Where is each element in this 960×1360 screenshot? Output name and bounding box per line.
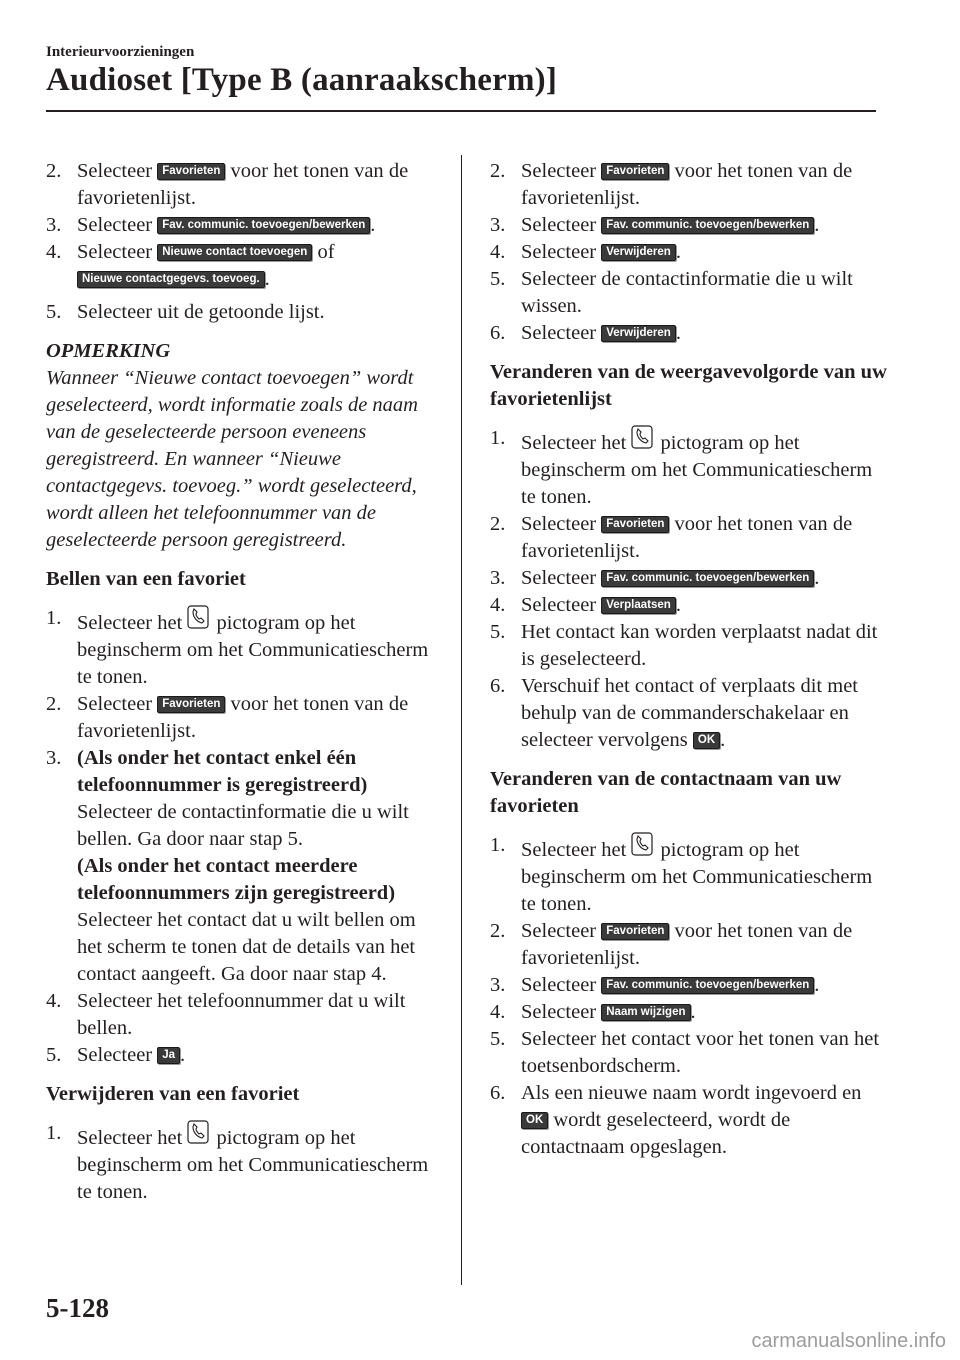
step-text: de favorietenlijst.	[521, 920, 853, 969]
step-text: voor het tonen van	[230, 160, 384, 182]
step-text: Verschuif het contact of verplaats dit met behulp van de commanderschakelaar en selecteer vervolgens	[521, 675, 858, 751]
step-text: .	[690, 1001, 696, 1023]
section-label: Interieurvoorzieningen	[46, 44, 195, 60]
step-number: 3.	[490, 567, 506, 589]
step-text: Communicatiescherm te tonen.	[521, 866, 873, 915]
step-text: Selecteer	[521, 974, 597, 996]
step-number: 4.	[490, 594, 506, 616]
fav-communic-button[interactable]: Fav. communic. toevoegen/bewerken	[601, 977, 814, 994]
phone-icon[interactable]	[187, 605, 209, 629]
fav-communic-button[interactable]: Fav. communic. toevoegen/bewerken	[601, 570, 814, 587]
step-number: 5.	[490, 621, 506, 643]
step-text: voor het tonen van	[674, 920, 828, 942]
step-text: .	[180, 1044, 186, 1066]
add-step-4	[46, 239, 441, 293]
step-text: .	[370, 214, 376, 236]
favorieten-button[interactable]: Favorieten	[157, 163, 225, 180]
step-text: voor het tonen van	[674, 513, 828, 535]
step-text: de favorietenlijst.	[77, 693, 409, 742]
call-step-1	[46, 605, 441, 691]
step-text: Als een nieuwe naam wordt ingevoerd	[521, 1082, 837, 1104]
step-text: beginscherm om het	[77, 639, 244, 661]
heading-change-order: Veranderen van de weergavevolgorde van uw favorietenlijst	[490, 361, 887, 410]
step-text: Selecteer	[77, 241, 153, 263]
call-step-2	[46, 691, 441, 745]
step-number: 3.	[46, 214, 62, 236]
step-text: beginscherm om het	[521, 866, 688, 888]
step-text: Selecteer het	[521, 432, 627, 454]
favorieten-button[interactable]: Favorieten	[601, 923, 669, 940]
favorieten-button[interactable]: Favorieten	[601, 163, 669, 180]
step-number: 5.	[490, 268, 506, 290]
call-step-5	[46, 1042, 441, 1069]
step-number: 1.	[46, 1122, 62, 1144]
step-text: de favorietenlijst.	[521, 513, 853, 562]
note-title: OPMERKING	[46, 340, 171, 362]
step-text: .	[675, 322, 681, 344]
phone-icon[interactable]	[631, 832, 653, 856]
step-number: 1.	[490, 834, 506, 856]
rename-step-1	[490, 832, 890, 918]
step-number: 3.	[46, 747, 62, 769]
step-text: beginscherm om het	[77, 1154, 244, 1176]
delete-step-3	[490, 212, 890, 239]
nieuwe-contactgegevs-button[interactable]: Nieuwe contactgegevs. toevoeg.	[77, 271, 265, 288]
left-column	[46, 158, 441, 1206]
step-text: Selecteer	[521, 1001, 597, 1023]
nieuwe-contact-button[interactable]: Nieuwe contact toevoegen	[157, 244, 312, 261]
step-text: .	[814, 974, 820, 996]
rename-step-6	[490, 1080, 890, 1161]
step-condition: (Als onder het contact enkel één telefoonnummer is geregistreerd)	[77, 747, 368, 796]
title-rule	[46, 110, 876, 112]
step-text: Selecteer de contactinformatie die u wilt bellen. Ga door naar stap 5.	[77, 801, 409, 850]
step-number: 3.	[490, 974, 506, 996]
step-text: Selecteer het telefoonnummer dat u wilt bellen.	[77, 990, 406, 1039]
step-text: pictogram op het	[216, 1127, 356, 1149]
ok-button[interactable]: OK	[521, 1112, 548, 1129]
add-step-2	[46, 158, 441, 212]
step-number: 2.	[490, 920, 506, 942]
add-step-3	[46, 212, 441, 239]
step-text: pictogram op het	[660, 432, 800, 454]
delete-step-1	[46, 1120, 441, 1206]
step-number: 6.	[490, 675, 506, 697]
step-number: 4.	[490, 241, 506, 263]
step-text: Selecteer het contact voor het tonen van het toetsenbordscherm.	[521, 1028, 880, 1077]
step-text: Selecteer	[521, 513, 597, 535]
step-text: Communicatiescherm te tonen.	[521, 459, 873, 508]
rename-step-5	[490, 1026, 890, 1080]
step-number: 2.	[490, 160, 506, 182]
step-text: Selecteer de contactinformatie die u wilt wissen.	[521, 268, 853, 317]
step-text: pictogram op het	[660, 839, 800, 861]
step-text: beginscherm om het	[521, 459, 688, 481]
step-text: .	[720, 729, 726, 751]
call-step-4	[46, 988, 441, 1042]
verplaatsen-button[interactable]: Verplaatsen	[601, 597, 676, 614]
step-number: 2.	[46, 693, 62, 715]
step-text: of	[317, 241, 335, 263]
delete-step-4	[490, 239, 890, 266]
verwijderen-button[interactable]: Verwijderen	[601, 244, 676, 261]
step-text: Selecteer	[521, 567, 597, 589]
step-text: Selecteer	[521, 594, 597, 616]
step-text: pictogram op het	[216, 612, 356, 634]
step-text: .	[814, 214, 820, 236]
favorieten-button[interactable]: Favorieten	[157, 696, 225, 713]
order-step-1	[490, 425, 890, 511]
order-step-4	[490, 592, 890, 619]
step-text: .	[675, 241, 681, 263]
step-text: wordt geselecteerd, wordt de contactnaam opgeslagen.	[521, 1109, 791, 1158]
fav-communic-button[interactable]: Fav. communic. toevoegen/bewerken	[157, 217, 370, 234]
step-text: Selecteer het	[77, 612, 183, 634]
step-text: .	[814, 567, 820, 589]
step-text: en	[842, 1082, 862, 1104]
delete-step-5	[490, 266, 890, 320]
step-number: 4.	[490, 1001, 506, 1023]
heading-rename-contact: Veranderen van de contactnaam van uw favorieten	[490, 768, 842, 817]
phone-icon[interactable]	[187, 1120, 209, 1144]
order-step-6	[490, 673, 890, 754]
delete-step-6	[490, 320, 890, 347]
step-text: Selecteer uit de getoonde lijst.	[77, 301, 325, 323]
heading-delete-favorite: Verwijderen van een favoriet	[46, 1083, 300, 1105]
step-text: voor het tonen van	[674, 160, 828, 182]
step-text: Selecteer	[521, 322, 597, 344]
step-text: Selecteer	[521, 160, 597, 182]
naam-wijzigen-button[interactable]: Naam wijzigen	[601, 1004, 690, 1021]
step-text: Communicatiescherm te tonen.	[77, 1154, 429, 1203]
step-number: 2.	[46, 160, 62, 182]
step-text: Selecteer	[77, 214, 153, 236]
order-step-3	[490, 565, 890, 592]
rename-step-4	[490, 999, 890, 1026]
step-text: voor het tonen van	[230, 693, 384, 715]
order-step-5	[490, 619, 890, 673]
step-text: .	[675, 594, 681, 616]
step-number: 4.	[46, 990, 62, 1012]
heading-call-favorite: Bellen van een favoriet	[46, 568, 246, 590]
step-number: 6.	[490, 1082, 506, 1104]
step-text: Selecteer	[77, 160, 153, 182]
rename-step-2	[490, 918, 890, 972]
step-number: 4.	[46, 241, 62, 263]
rename-step-3	[490, 972, 890, 999]
add-step-5	[46, 299, 441, 326]
step-number: 3.	[490, 214, 506, 236]
step-text: Selecteer het contact dat u wilt bellen om het scherm te tonen dat de details van het contact aangeeft. Ga door naar stap 4.	[77, 909, 416, 985]
note-text: Wanneer “Nieuwe contact toevoegen” wordt geselecteerd, wordt informatie zoals de naam van de geselecteerde persoon eveneens geregistreerd. En wanneer “Nieuwe contactgegevs. toevoeg.” wordt geselecteerd, wordt alleen het telefoonnummer van de geselecteerde persoon geregistreerd.	[46, 367, 418, 551]
step-text: Selecteer	[521, 214, 597, 236]
watermark[interactable]: carmanualsonline.info	[751, 1330, 946, 1352]
step-number: 2.	[490, 513, 506, 535]
step-text: Selecteer	[521, 920, 597, 942]
step-text: Selecteer het	[77, 1127, 183, 1149]
ja-button[interactable]: Ja	[157, 1047, 180, 1064]
page-title: Audioset [Type B (aanraakscherm)]	[46, 62, 558, 98]
fav-communic-button[interactable]: Fav. communic. toevoegen/bewerken	[601, 217, 814, 234]
order-step-2	[490, 511, 890, 565]
step-text: Selecteer het	[521, 839, 627, 861]
step-number: 6.	[490, 322, 506, 344]
favorieten-button[interactable]: Favorieten	[601, 516, 669, 533]
step-number: 1.	[46, 607, 62, 629]
page-number: 5-128	[46, 1293, 109, 1323]
step-text: Selecteer	[521, 241, 597, 263]
step-number: 5.	[490, 1028, 506, 1050]
step-text: de favorietenlijst.	[77, 160, 409, 209]
step-text: Het contact kan worden verplaatst nadat dit is geselecteerd.	[521, 621, 878, 670]
call-step-3	[46, 745, 441, 988]
right-column	[490, 158, 890, 1161]
delete-step-2	[490, 158, 890, 212]
step-number: 5.	[46, 301, 62, 323]
step-text: Communicatiescherm te tonen.	[77, 639, 429, 688]
ok-button[interactable]: OK	[693, 732, 720, 749]
step-number: 5.	[46, 1044, 62, 1066]
verwijderen-button[interactable]: Verwijderen	[601, 325, 676, 342]
step-text: .	[264, 268, 270, 290]
phone-icon[interactable]	[631, 425, 653, 449]
column-divider	[461, 155, 462, 1285]
step-condition: (Als onder het contact meerdere telefoonnummers zijn geregistreerd)	[77, 855, 396, 904]
step-text: Selecteer	[77, 1044, 153, 1066]
step-number: 1.	[490, 427, 506, 449]
step-text: de favorietenlijst.	[521, 160, 853, 209]
step-text: Selecteer	[77, 693, 153, 715]
